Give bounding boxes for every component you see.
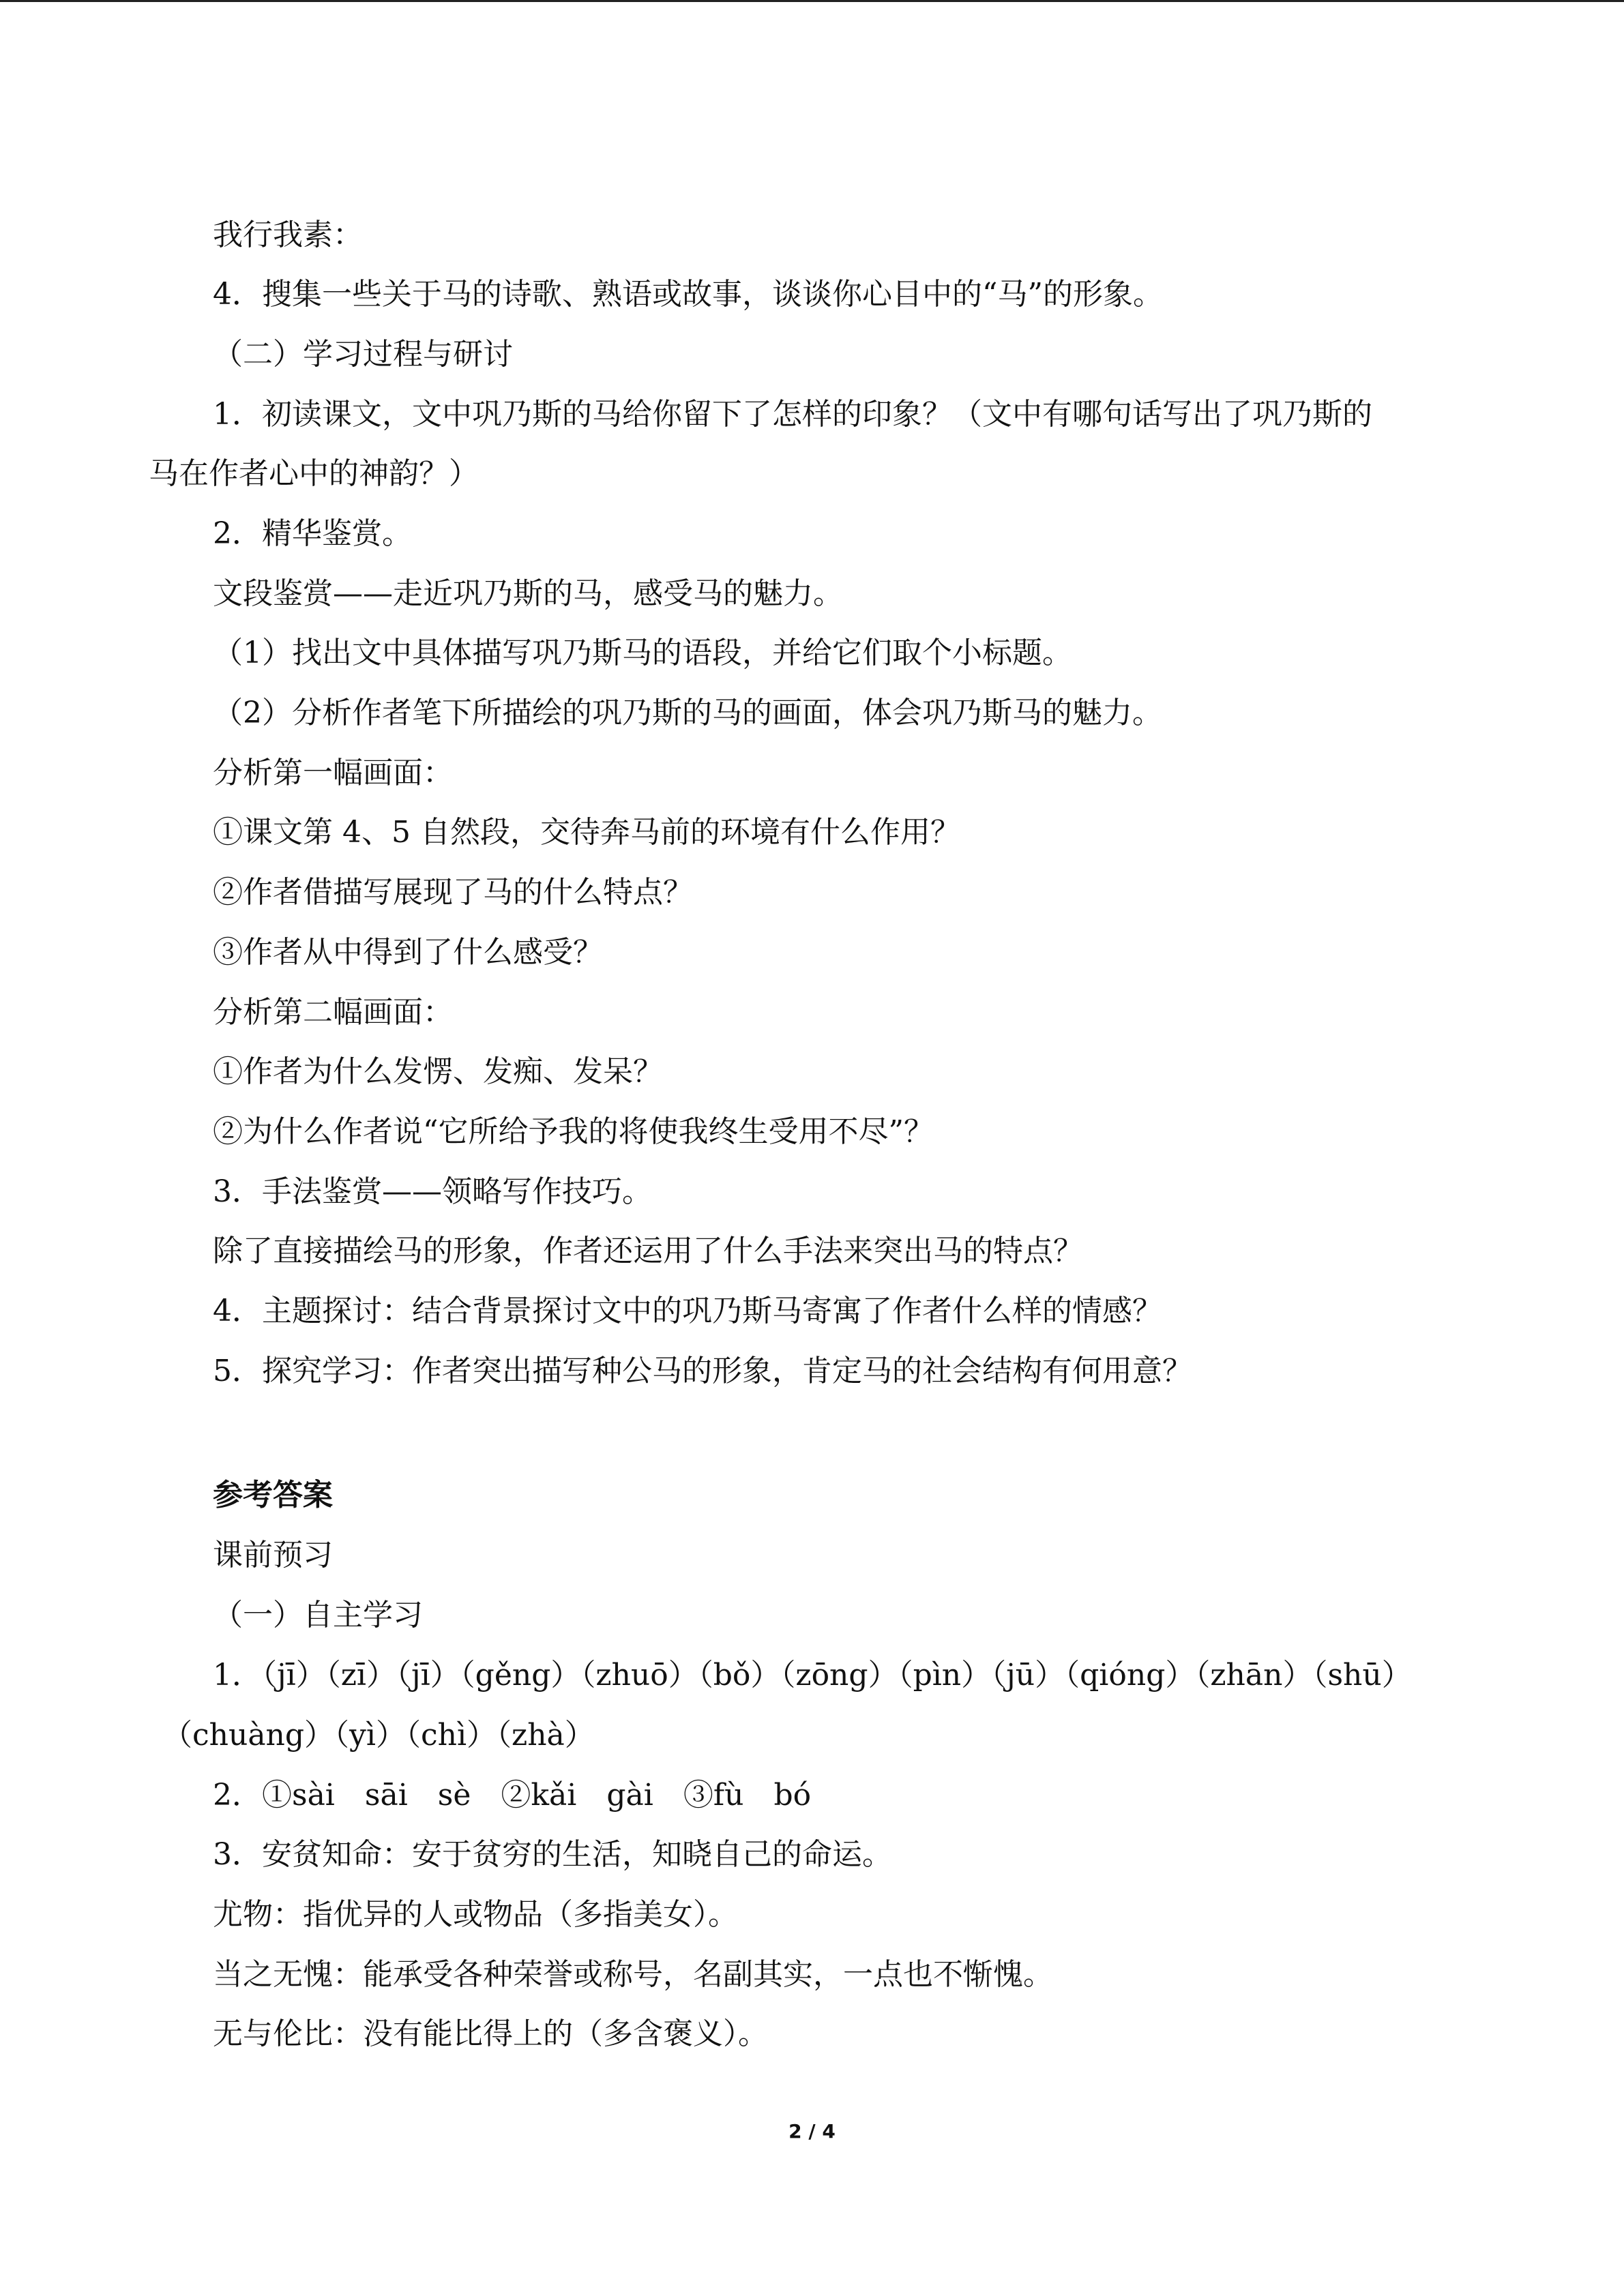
text-line: 除了直接描绘马的形象，作者还运用了什么手法来突出马的特点？ — [213, 1234, 1083, 1268]
section-heading: （一）自主学习 — [213, 1598, 423, 1632]
text-line: ①作者为什么发愣、发痴、发呆？ — [213, 1054, 663, 1089]
page-number: 2 / 4 — [788, 2120, 836, 2143]
text-line: ③作者从中得到了什么感受？ — [213, 935, 603, 970]
text-line: 马在作者心中的神韵？） — [149, 456, 479, 491]
text-line: 当之无愧：能承受各种荣誉或称号，名副其实，一点也不惭愧。 — [213, 1957, 1053, 1992]
pinyin-answer-line: 2．①sài sāi sè ②kǎi gài ③fù bó — [213, 1778, 812, 1813]
text-line: 4．主题探讨：结合背景探讨文中的巩乃斯马寄寓了作者什么样的情感？ — [213, 1294, 1162, 1328]
text-line: 分析第二幅画面： — [213, 995, 453, 1030]
text-line: 1．初读课文，文中巩乃斯的马给你留下了怎样的印象？（文中有哪句话写出了巩乃斯的 — [213, 397, 1372, 432]
answer-heading: 参考答案 — [213, 1478, 333, 1512]
text-line: 3．安贫知命：安于贫穷的生活，知晓自己的命运。 — [213, 1837, 892, 1872]
text-line: （1）找出文中具体描写巩乃斯马的语段，并给它们取个小标题。 — [213, 636, 1072, 670]
text-line: 尤物：指优异的人或物品（多指美女）。 — [213, 1897, 738, 1932]
text-line: 课前预习 — [213, 1538, 333, 1572]
text-line: （2）分析作者笔下所描绘的巩乃斯的马的画面，体会巩乃斯马的魅力。 — [213, 696, 1162, 730]
pinyin-answer-line: 1．（jī）（zī）（jī）（gěng）（zhuō）（bǒ）（zōng）（pìn）（jū）（qióng）（zhān）（shū） — [213, 1658, 1412, 1693]
text-line: 分析第一幅画面： — [213, 756, 453, 790]
text-line: 3．手法鉴赏——领略写作技巧。 — [213, 1174, 652, 1209]
pinyin-answer-line: （chuàng）（yì）（chì）（zhà） — [162, 1718, 595, 1753]
text-line: 2．精华鉴赏。 — [213, 516, 412, 551]
text-line: ②作者借描写展现了马的什么特点？ — [213, 875, 693, 910]
text-line: ①课文第 4、5 自然段，交待奔马前的环境有什么作用？ — [213, 815, 960, 850]
text-line: 文段鉴赏——走近巩乃斯的马，感受马的魅力。 — [213, 576, 843, 611]
text-line: 无与伦比：没有能比得上的（多含褒义）。 — [213, 2016, 768, 2051]
text-line: 4．搜集一些关于马的诗歌、熟语或故事，谈谈你心目中的“马”的形象。 — [213, 277, 1163, 312]
text-line: 我行我素： — [213, 218, 363, 252]
text-line: ②为什么作者说“它所给予我的将使我终生受用不尽”？ — [213, 1114, 934, 1149]
text-line: 5．探究学习：作者突出描写种公马的形象，肯定马的社会结构有何用意？ — [213, 1354, 1192, 1388]
section-heading: （二）学习过程与研讨 — [213, 337, 513, 372]
